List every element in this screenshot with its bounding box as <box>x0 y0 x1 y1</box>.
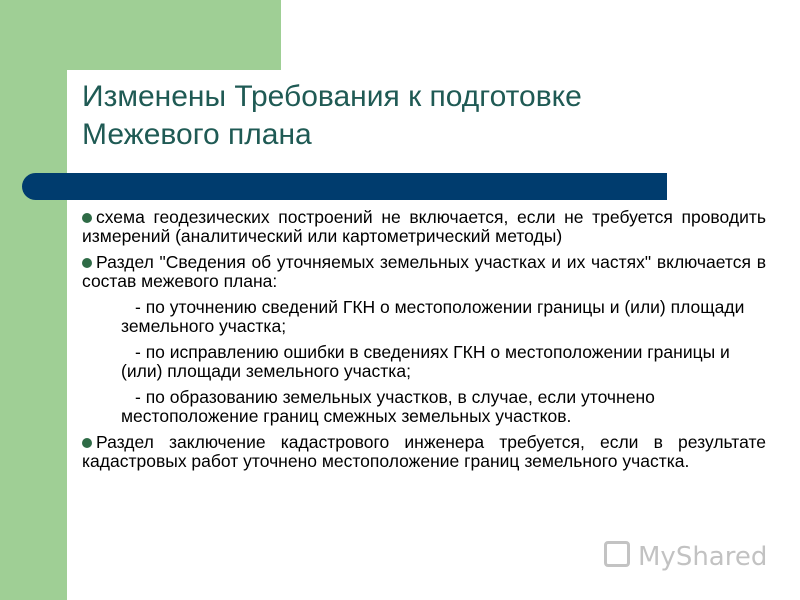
sub-item: - по уточнению сведений ГКН о местоположении границы и (или) площади земельного участка; <box>121 297 745 336</box>
bullet-text: Раздел заключение кадастрового инженера требуется, если в результате кадастровых работ уточнено местоположение границ земельного участка. <box>82 432 766 471</box>
watermark-text: MyShared <box>638 542 768 572</box>
title-line-2: Межевого плана <box>82 118 312 151</box>
watermark <box>604 541 767 572</box>
slide-body <box>82 208 766 478</box>
bullet-item <box>82 253 766 291</box>
bullet-text: схема геодезических построений не включается, если не требуется проводить измерений (аналитический или картометрический методы) <box>82 207 766 246</box>
bullet-item <box>82 433 766 471</box>
slide-title <box>82 78 722 154</box>
bullet-dot-icon <box>82 213 92 223</box>
sub-item: - по образованию земельных участков, в случае, если уточнено местоположение границ смежных земельных участков. <box>121 387 655 426</box>
green-left-stripe <box>0 0 67 600</box>
bullet-item <box>82 208 766 246</box>
bullet-dot-icon <box>82 438 92 448</box>
title-underline-bar <box>22 173 667 200</box>
sub-item: - по исправлению ошибки в сведениях ГКН о местоположении границы и (или) площади земельного участка; <box>121 342 730 381</box>
title-line-1: Изменены Требования к подготовке <box>82 80 582 113</box>
bullet-text: Раздел "Сведения об уточняемых земельных участках и их частях" включается в состав межевого плана: <box>82 252 766 291</box>
bullet-dot-icon <box>82 258 92 268</box>
watermark-logo-icon <box>604 541 630 567</box>
